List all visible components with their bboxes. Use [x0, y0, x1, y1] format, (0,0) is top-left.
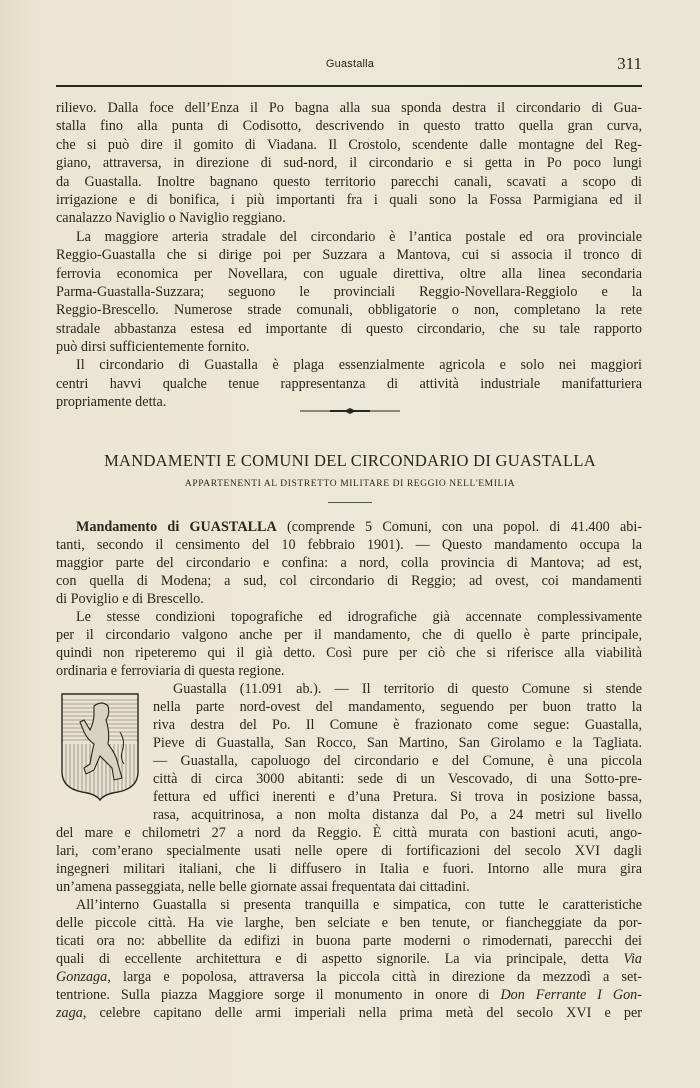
header-rule: [56, 85, 642, 87]
text-line: per il circondario valgono anche per il mandamento, che di quello è parte principale,: [56, 627, 642, 643]
text-line: [56, 986, 642, 1004]
text-line: Parma-Guastalla-Suzzara; seguono le provinciali Reggio-Novellara-Reggiolo e la: [56, 283, 642, 300]
text-segment: , larga e popolosa, attraversa la piccola città in direzione da mezzodì a set-: [107, 969, 642, 985]
text-line: All’interno Guastalla si presenta tranquilla e simpatica, con tutte le caratteristiche: [76, 897, 642, 913]
text-line: ingegneri militari italiani, che li diffusero in Italia e fuori. Intorno alle mura gira: [56, 861, 642, 877]
text-line: Reggio-Guastalla che si dirige poi per Suzzara a Mantova, cui si associa il tronco di: [56, 247, 642, 264]
text-line: Il circondario di Guastalla è plaga essenzialmente agricola e solo nei maggiori: [76, 357, 642, 374]
paragraph: [56, 356, 642, 411]
text-line: propriamente detta.: [56, 394, 167, 411]
text-line: ticati ora no: abbellite da edifizi in buona parte moderni o rimodernati, parecchi dei: [56, 933, 642, 949]
text-line: lari, com’erano specialmente usati nelle opere di fortificazioni del secolo XVI dagli: [56, 843, 642, 859]
section-heading: MANDAMENTI E COMUNI DEL CIRCONDARIO DI GUASTALLA: [104, 451, 596, 470]
text-line: irrigazione e di bonifica, i più importanti fra i quali sono la Fossa Parmigiana ed il: [56, 191, 642, 208]
text-line: stradale abbastanza estesa ed importante di questo circondario, che su tale rapporto: [56, 320, 642, 337]
text-line: città di circa 3000 abitanti: sede di un Vescovado, di una Sotto-pre-: [153, 771, 642, 787]
text-line: Pieve di Guastalla, San Rocco, San Martino, San Girolamo e la Tagliata.: [153, 735, 642, 751]
text-line: rilievo. Dalla foce dell’Enza il Po bagna alla sua sponda destra il circondario di Gua-: [56, 100, 642, 116]
text-line: di Poviglio e di Brescello.: [56, 591, 204, 607]
text-line: Guastalla (11.091 ab.). — Il territorio di questo Comune si stende: [173, 681, 642, 697]
text-line: [56, 1004, 642, 1022]
section-subheading: APPARTENENTI AL DISTRETTO MILITARE DI REGGIO NELL'EMILIA: [184, 479, 516, 489]
text-line: — Guastalla, capoluogo del circondario e del Comune, è una piccola: [153, 753, 642, 769]
section-divider: [328, 502, 372, 503]
italic-text: zaga: [56, 1005, 83, 1021]
text-line: nella parte nord-ovest del mandamento, seguendo per buon tratto la: [153, 699, 642, 715]
text-line: centri havvi qualche tenue rappresentanza di attività industriale manifatturiera: [56, 375, 642, 392]
bold-text: Mandamento di: [76, 519, 190, 535]
text-line: con quella di Modena; a sud, col circondario di Reggio; ad ovest, coi mandamenti: [56, 573, 642, 589]
text-line: Reggio-Brescello. Numerose strade comunali, obbligatorie o non, completano la rete: [56, 302, 642, 319]
text-line: rasa, acquitrinosa, a non molta distanza dal Po, a 24 metri sul livello: [153, 807, 642, 823]
text-line: [56, 518, 642, 536]
paragraph: [56, 99, 642, 228]
text-line: da Guastalla. Inoltre bagnano questo territorio parecchi canali, scavati a scopo di: [56, 173, 642, 190]
text-line: [56, 968, 642, 986]
paragraph: [56, 896, 642, 1022]
running-title: Guastalla: [325, 58, 375, 70]
paragraph: [56, 608, 642, 680]
text-line: può dirsi sufficientemente fornito.: [56, 339, 250, 356]
text-line: stalla fino alla punta di Codisotto, descrivendo in questo tratto quella gran curva,: [56, 118, 642, 135]
text-line: canalazzo Naviglio o Naviglio reggiano.: [56, 210, 286, 227]
text-line: delle piccole città. Ha vie larghe, ben selciate e ben tenute, or fiancheggiate da por-: [56, 915, 642, 931]
text-line: fettura ed uffici inerenti e d’una Pretura. Si trova in posizione bassa,: [153, 789, 642, 805]
text-segment: , celebre capitano delle armi imperiali nella prima metà del secolo XVI e per: [82, 1005, 642, 1021]
text-line: [56, 950, 642, 968]
text-segment: (comprende 5 Comuni, con una popol. di 41.400 abi-: [276, 519, 643, 535]
section-body-circondario: [56, 99, 642, 412]
text-line: riva destra del Po. Il Comune è frazionato come segue: Guastalla,: [153, 717, 642, 733]
text-line: maggior parte del circondario e confina: a nord, colla provincia di Mantova; ad est,: [56, 555, 642, 571]
text-segment: quali di eccellente architettura e di aspetto signorile. La via principale, detta: [56, 951, 624, 967]
text-line: un’amena passeggiata, nelle belle giornate assai frequentata dai cittadini.: [56, 879, 470, 895]
paragraph: [56, 228, 642, 357]
rule-diamond-ornament-icon: [300, 406, 400, 416]
italic-text: Gonzaga: [56, 969, 108, 985]
paragraph: [56, 518, 642, 608]
text-line: La maggiore arteria stradale del circondario è l’antica postale ed ora provinciale: [76, 228, 642, 245]
text-line: quindi non ripeteremo qui il già detto. Così pure per ciò che si riferisce alla viabilità: [56, 645, 642, 661]
text-line: ordinaria e ferroviaria di questa regione.: [56, 663, 285, 679]
text-line: tanti, secondo il censimento del 10 febbraio 1901). — Questo mandamento occupa la: [56, 537, 642, 553]
italic-text: Via: [623, 951, 642, 967]
text-line: ferrovia economica per Novellara, con uguale direttiva, oltre alla linea secondaria: [56, 265, 642, 282]
text-line: del mare e chilometri 27 a nord da Reggio. È città murata con bastioni acuti, ango-: [56, 825, 642, 841]
text-segment: tentrione. Sulla piazza Maggiore sorge il monumento in onore di: [56, 987, 501, 1003]
text-line: Le stesse condizioni topografiche ed idrografiche già accennate complessivamente: [76, 609, 642, 625]
page-number: 311: [617, 54, 642, 73]
text-line: che si può dire il gomito di Viadana. Il Crostolo, scendente dalle montagne del Reg-: [56, 136, 642, 153]
paragraph: [56, 680, 642, 896]
text-line: giano, attraversa, in direzione di sud-nord, il circondario e si getta in Po poco lungi: [56, 155, 642, 172]
italic-text: Don Ferrante I Gon-: [500, 987, 643, 1003]
section-body-mandamento: [56, 518, 642, 1022]
bold-text: GUASTALLA: [189, 519, 277, 535]
